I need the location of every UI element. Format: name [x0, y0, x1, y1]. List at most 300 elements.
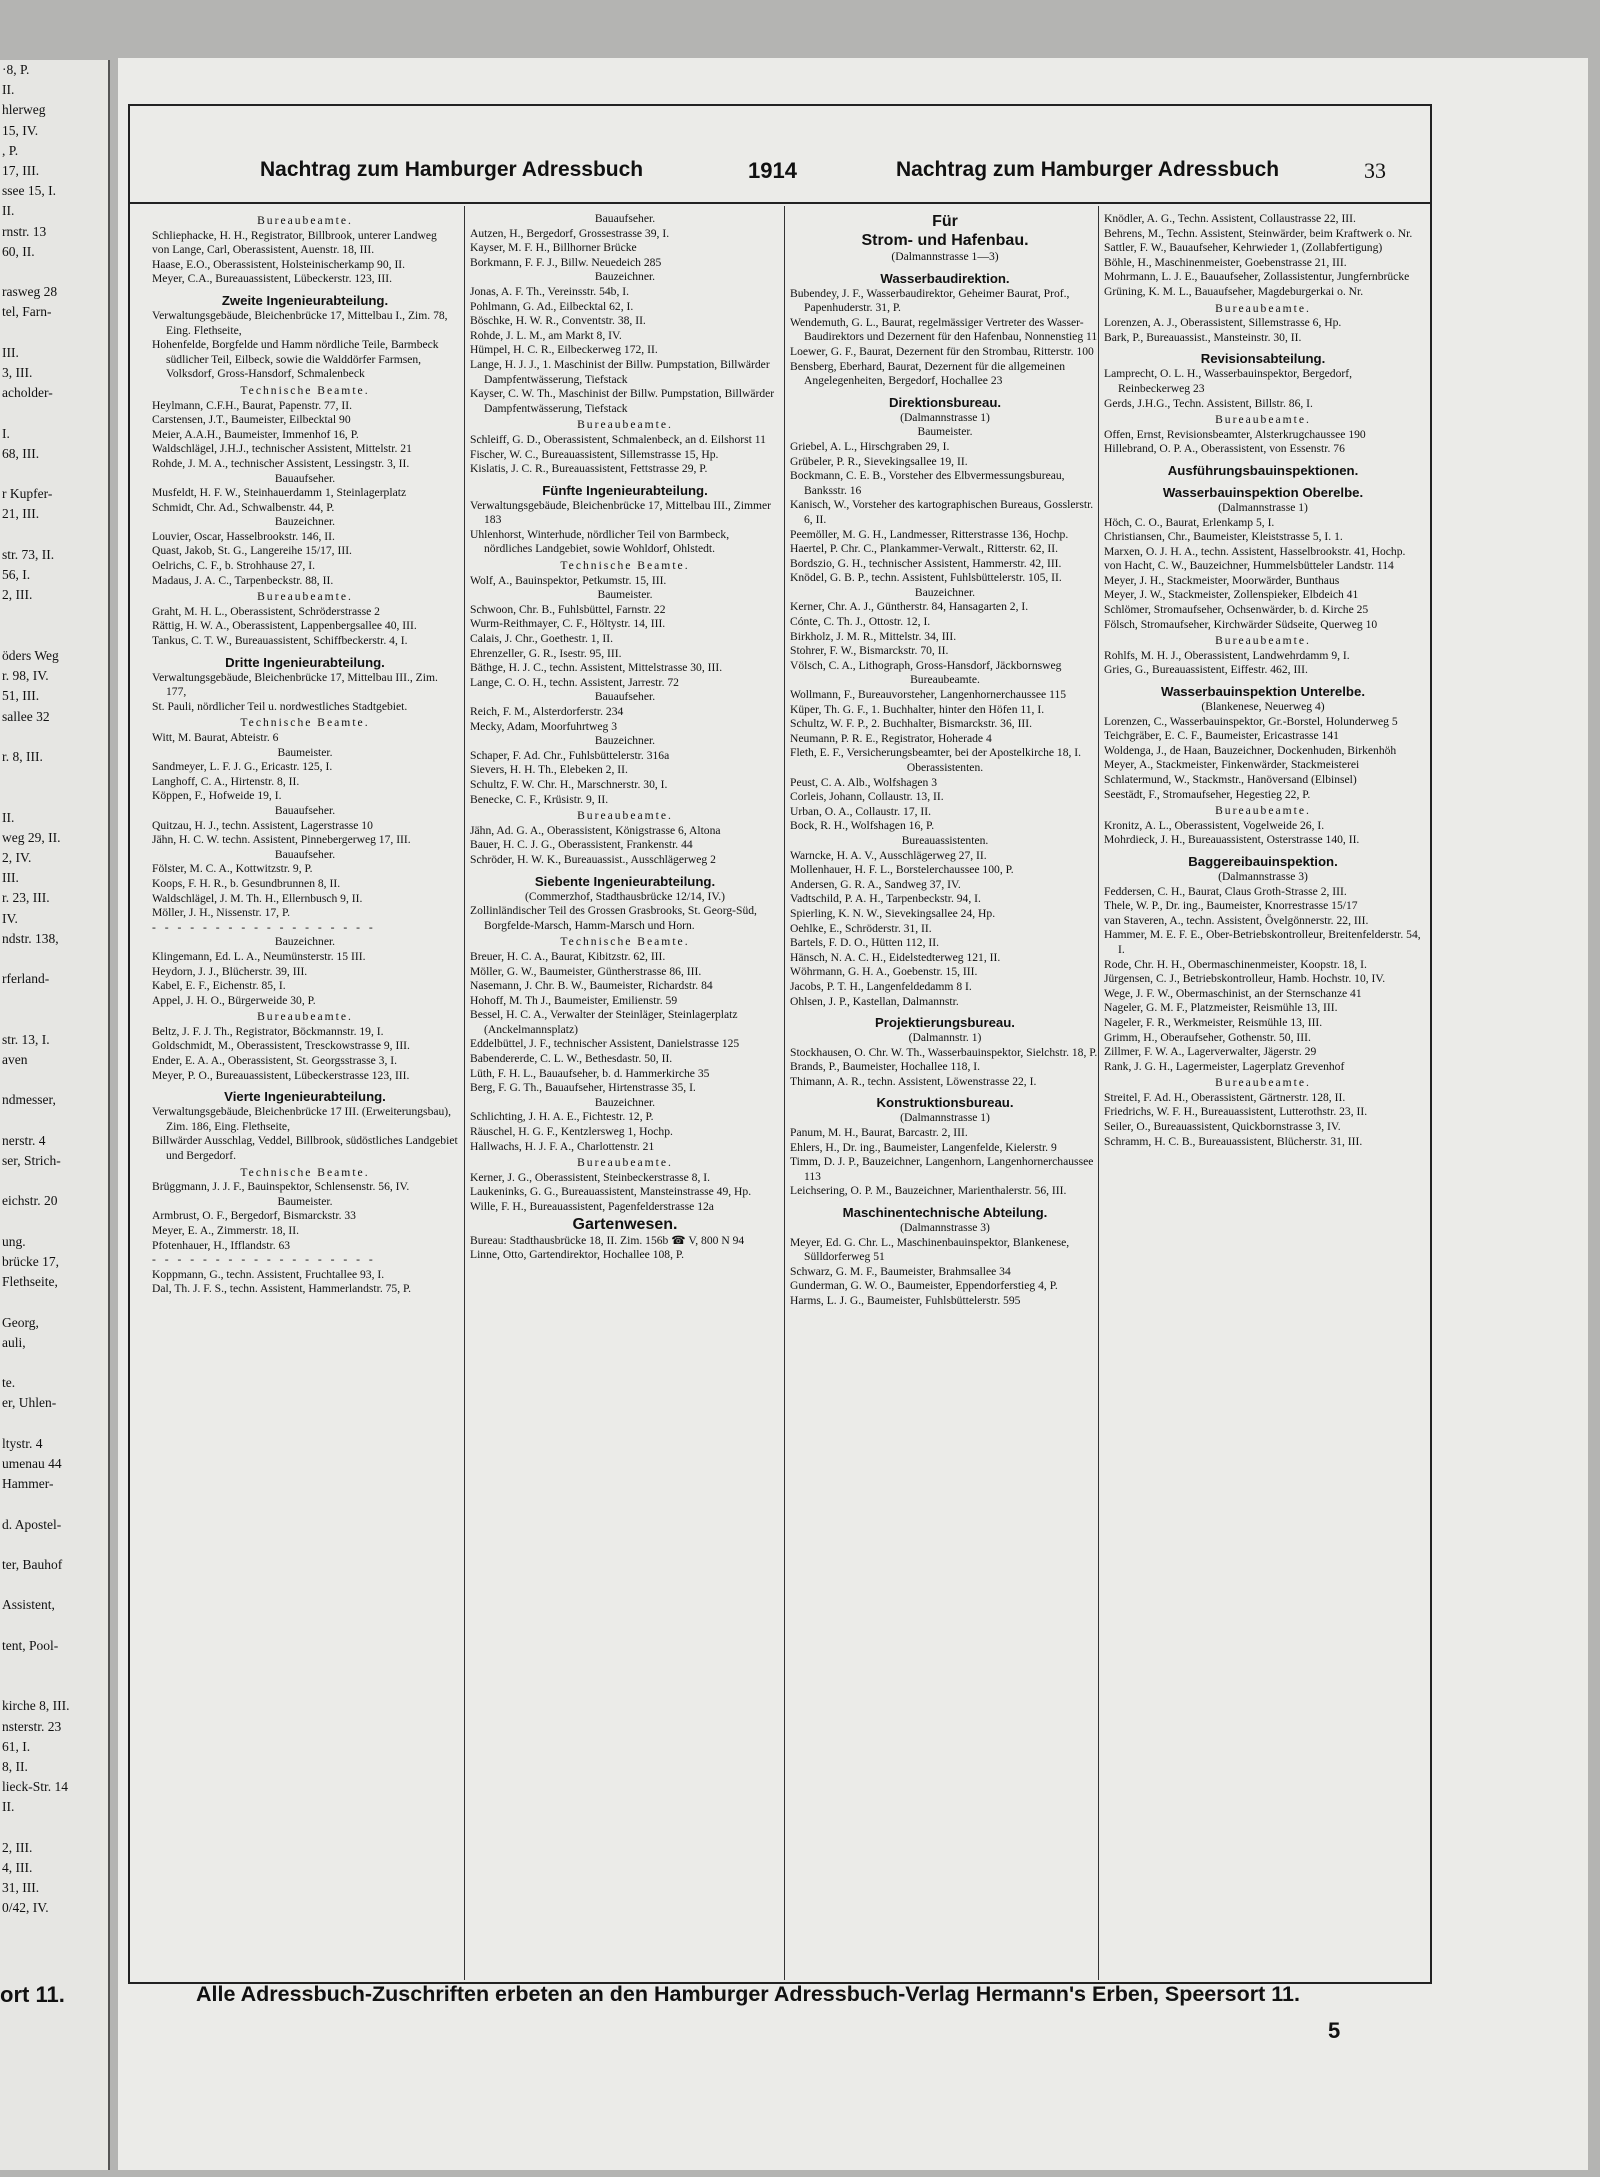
left-page-fragment: 2, III. [2, 1839, 33, 1855]
directory-entry: Schwoon, Chr. B., Fuhlsbüttel, Farnstr. 22 [470, 602, 666, 616]
directory-entry: Bordszio, G. H., technischer Assistent, Hammerstr. 42, III. [790, 556, 1062, 570]
section-heading: Wasserbauinspektion Unterelbe. [1161, 684, 1365, 700]
directory-entry: Jähn, Ad. G. A., Oberassistent, Königstrasse 6, Altona [470, 823, 721, 837]
subheading: Bauzeichner. [274, 515, 336, 529]
directory-entry: Mollenhauer, H. F. L., Borstelerchaussee 100, P. [790, 863, 1014, 877]
left-page-fragment [0, 464, 108, 484]
left-page-fragment: 68, III. [2, 445, 40, 461]
directory-entry: Hammer, M. E. F. E., Ober-Betriebskontrolleur, Breitenfelderstr. 54, I. [1104, 928, 1421, 956]
directory-entry: von Hacht, C. W., Bauzeichner, Hummelsbütteler Landstr. 114 [1104, 559, 1394, 573]
directory-entry: Harms, L. J. G., Baumeister, Fuhlsbüttelerstr. 595 [790, 1294, 1021, 1307]
left-page-fragment: er, Uhlen- [2, 1395, 57, 1411]
directory-entry: Louvier, Oscar, Hasselbrookstr. 146, II. [152, 529, 335, 543]
directory-entry: Höch, C. O., Baurat, Erlenkamp 5, I. [1104, 515, 1275, 529]
directory-entry: Bockmann, C. E. B., Vorsteher des Elbvermessungsbureau, Banksstr. 16 [790, 469, 1065, 497]
subsection-heading: Bureaubeamte. [577, 418, 673, 432]
left-page-fragment: weg 29, II. [2, 829, 61, 845]
subheading: (Dalmannstrasse 1—3) [891, 250, 999, 263]
left-page-fragment: 61, I. [2, 1738, 31, 1754]
directory-entry: Koppmann, G., techn. Assistent, Fruchtallee 93, I. [152, 1267, 385, 1281]
directory-entry: Schultz, F. W. Chr. H., Marschnerstr. 30, I. [470, 777, 668, 791]
left-page-fragment: 56, I. [2, 567, 31, 583]
directory-entry: Feddersen, C. H., Baurat, Claus Groth-Strasse 2, III. [1104, 884, 1347, 898]
directory-entry: Meyer, P. O., Bureauassistent, Lübeckerstrasse 123, III. [152, 1068, 410, 1082]
left-page-fragment: ter, Bauhof [2, 1557, 63, 1573]
directory-entry: Streitel, F. Ad. H., Oberassistent, Gärtnerstr. 128, II. [1104, 1090, 1346, 1104]
directory-entry: Loewer, G. F., Baurat, Dezernent für den Strombau, Ritterstr. 100 [790, 344, 1094, 358]
subheading: Bauzeichner. [594, 734, 656, 748]
left-page-fragment: sallee 32 [2, 708, 50, 724]
directory-entry: Schlatermund, W., Stackmstr., Hanöversand (Elbinsel) [1104, 773, 1357, 786]
directory-entry: Armbrust, O. F., Bergedorf, Bismarckstr. 33 [152, 1209, 356, 1223]
previous-page-fragment [0, 60, 110, 2170]
directory-entry: Mohrdieck, J. H., Bureauassistent, Osterstrasse 140, II. [1104, 833, 1360, 847]
subsection-heading: Technische Beamte. [240, 1165, 370, 1179]
section-heading: Vierte Ingenieurabteilung. [224, 1089, 386, 1105]
directory-entry: Schlömer, Stromaufseher, Ochsenwärder, b. d. Kirche 25 [1104, 603, 1369, 617]
directory-entry: Knödler, A. G., Techn. Assistent, Collaustrasse 22, III. [1104, 212, 1356, 225]
directory-entry: Kanisch, W., Vorsteher des kartographischen Bureaus, Gosslerstr. 6, II. [790, 498, 1094, 526]
subheading: Bauaufseher. [274, 471, 336, 485]
left-page-fragment [0, 727, 108, 747]
subheading: (Dalmannstr. 1) [908, 1031, 982, 1045]
left-page-fragment: 3, III. [2, 365, 33, 381]
left-page-fragment: öders Weg [2, 647, 59, 663]
subheading: (Dalmannstrasse 3) [1218, 869, 1308, 883]
directory-entry: Rode, Chr. H. H., Obermaschinenmeister, Koopstr. 18, I. [1104, 957, 1367, 971]
directory-entry: Schramm, H. C. B., Bureauassistent, Blücherstr. 31, III. [1104, 1134, 1363, 1148]
left-page-fragment [0, 989, 108, 1009]
directory-entry: Verwaltungsgebäude, Bleichenbrücke 17, Mittelbau III., Zimmer 183 [470, 498, 772, 527]
left-page-fragment: ssee 15, I. [2, 183, 56, 199]
directory-entry: Rohde, J. L. M., am Markt 8, IV. [470, 328, 622, 342]
left-page-fragment: Georg, [2, 1314, 39, 1330]
directory-entry: Gries, G., Bureauassistent, Eiffestr. 462, III. [1104, 663, 1308, 677]
left-page-fragment: umenau 44 [2, 1456, 62, 1472]
left-page-fragment [0, 262, 108, 282]
left-page-fragment [0, 1656, 108, 1676]
left-page-fragment: tel, Farn- [2, 304, 52, 320]
directory-entry: Kayser, M. F. H., Billhorner Brücke [470, 241, 637, 255]
directory-entry: Goldschmidt, M., Oberassistent, Tresckowstrasse 9, III. [152, 1039, 410, 1053]
directory-entry: Rättig, H. W. A., Oberassistent, Lappenbergsallee 40, III. [152, 619, 417, 633]
department-heading: Für [932, 213, 958, 230]
directory-entry: Kabel, E. F., Eichenstr. 85, I. [152, 979, 286, 993]
subheading: Baumeister. [277, 1194, 333, 1208]
directory-entry: Lorenzen, A. J., Oberassistent, Sillemstrasse 6, Hp. [1104, 316, 1342, 330]
directory-entry: Seestädt, F., Stromaufseher, Hegestieg 22, P. [1104, 787, 1311, 801]
subheading: Baumeister. [277, 745, 333, 759]
directory-entry: Wege, J. F. W., Obermaschinist, an der Sternschanze 41 [1104, 986, 1362, 1000]
directory-entry: Christiansen, Chr., Baumeister, Kleiststrasse 5, I. 1. [1104, 530, 1343, 544]
directory-entry: Jonas, A. F. Th., Vereinsstr. 54b, I. [470, 284, 630, 298]
left-page-fragment: 21, III. [2, 506, 40, 522]
section-heading: Direktionsbureau. [888, 394, 1002, 410]
subheading: (Commerzhof, Stadthausbrücke 12/14, IV.) [524, 889, 726, 903]
directory-entry: Autzen, H., Bergedorf, Grossestrasse 39, I. [470, 226, 670, 240]
directory-entry: Oelrichs, C. F., b. Strohhause 27, I. [152, 559, 315, 573]
directory-entry: Kerner, J. G., Oberassistent, Steinbeckerstrasse 8, I. [470, 1170, 711, 1184]
subsection-heading: Technische Beamte. [560, 559, 690, 573]
left-page-fragment: rnstr. 13 [2, 223, 47, 239]
directory-entry: Wollmann, F., Bureauvorsteher, Langenhornerchaussee 115 [790, 688, 1067, 702]
directory-entry: Seiler, O., Bureauassistent, Quickbornstrasse 3, IV. [1104, 1120, 1341, 1134]
directory-entry: Jähn, H. C. W. techn. Assistent, Pinnebergerweg 17, III. [152, 833, 411, 847]
directory-entry: Quast, Jakob, St. G., Langereihe 15/17, III. [152, 544, 352, 558]
left-page-fragment: II. [2, 809, 15, 825]
left-page-fragment: rasweg 28 [2, 284, 58, 300]
directory-entry: Kislatis, J. C. R., Bureauassistent, Fettstrasse 29, P. [470, 462, 708, 476]
directory-entry: Mohrmann, L. J. E., Bauaufseher, Zollassistentur, Jungfernbrücke [1104, 270, 1410, 284]
subheading: Bauaufseher. [594, 690, 656, 704]
section-heading: Projektierungsbureau. [875, 1015, 1015, 1031]
subsection-heading: Bureaubeamte. [257, 590, 353, 604]
directory-entry: Spierling, K. N. W., Sievekingsallee 24, Hp. [790, 906, 996, 920]
section-heading: Dritte Ingenieurabteilung. [225, 654, 385, 670]
directory-entry: Andersen, G. R. A., Sandweg 37, IV. [790, 877, 961, 891]
left-page-fragment: eichstr. 20 [2, 1193, 58, 1209]
directory-entry: Fölsch, Stromaufseher, Kirchwärder Südseite, Querweg 10 [1104, 617, 1378, 631]
directory-entry: Timm, D. J. P., Bauzeichner, Langenhorn, Langenhornerchaussee 113 [790, 1155, 1094, 1183]
left-page-fragment: r. 8, III. [2, 748, 43, 764]
left-page-fragment: ltystr. 4 [2, 1435, 43, 1451]
directory-entry: Rank, J. G. H., Lagermeister, Lagerplatz Grevenhof [1104, 1059, 1345, 1073]
department-heading: Strom- und Hafenbau. [861, 232, 1029, 249]
directory-entry: Hallwachs, H. J. F. A., Charlottenstr. 21 [470, 1139, 655, 1153]
directory-entry: Borkmann, F. F. J., Billw. Neuedeich 285 [470, 255, 662, 269]
left-page-fragment [0, 1414, 108, 1434]
directory-entry: Sattler, F. W., Bauaufseher, Kehrwieder 1, (Zollabfertigung) [1104, 241, 1383, 255]
subsection-heading: Bureaubeamte. [577, 1156, 673, 1170]
directory-entry: Warncke, H. A. V., Ausschlägerweg 27, II. [790, 848, 987, 862]
directory-entry: Corleis, Johann, Collaustr. 13, II. [790, 790, 944, 804]
subheading: Baumeister. [917, 425, 973, 439]
column-1 [152, 212, 458, 1974]
directory-entry: Haertel, P. Chr. C., Plankammer-Verwalt., Ritterstr. 62, II. [790, 542, 1058, 556]
subheading: (Blankenese, Neuerweg 4) [1201, 700, 1325, 714]
directory-entry: Uhlenhorst, Winterhude, nördlicher Teil von Barmbeck, nördliches Landgebiet, sowie Wohldorf, Ohlstedt. [470, 527, 730, 556]
header-year: 1914 [748, 158, 797, 183]
left-page-fragment [0, 1212, 108, 1232]
directory-entry: Reich, F. M., Alsterdorferstr. 234 [470, 705, 624, 718]
directory-entry: Wolf, A., Bauinspektor, Petkumstr. 15, III. [470, 573, 667, 587]
directory-entry: Bauer, H. C. J. G., Oberassistent, Frankenstr. 44 [470, 838, 693, 852]
directory-entry: Bäthge, H. J. C., techn. Assistent, Mittelstrasse 30, III. [470, 661, 723, 675]
directory-entry: Tankus, C. T. W., Bureauassistent, Schiffbeckerstr. 4, I. [152, 634, 408, 648]
directory-entry: Grüning, K. M. L., Bauaufseher, Magdeburgerkai o. Nr. [1104, 284, 1364, 298]
directory-entry: Gerds, J.H.G., Techn. Assistent, Billstr. 86, I. [1104, 396, 1313, 410]
left-page-fragment [0, 605, 108, 625]
subsection-heading: Bureaubeamte. [1215, 413, 1311, 427]
directory-entry: von Lange, Carl, Oberassistent, Auenstr. 18, III. [152, 243, 375, 257]
directory-entry: Meyer, E. A., Zimmerstr. 18, II. [152, 1224, 300, 1237]
directory-entry: Bock, R. H., Wolfshagen 16, P. [790, 819, 935, 833]
left-page-fragment [0, 1676, 108, 1696]
left-page-fragment: I. [2, 425, 10, 441]
left-page-fragment: Flethseite, [2, 1274, 58, 1290]
directory-entry: Witt, M. Baurat, Abteistr. 6 [152, 731, 279, 744]
directory-entry: Böhle, H., Maschinenmeister, Goebenstrasse 21, III. [1104, 255, 1347, 269]
directory-entry: Möller, J. H., Nissenstr. 17, P. [152, 906, 291, 920]
left-page-fragment: nsterstr. 23 [2, 1718, 62, 1734]
left-page-fragment: kirche 8, III. [2, 1698, 70, 1714]
directory-entry: Kronitz, A. L., Oberassistent, Vogelweide 26, I. [1104, 818, 1325, 832]
directory-entry: Heylmann, C.F.H., Baurat, Papenstr. 77, II. [152, 398, 353, 412]
directory-entry: Lange, H. J. J., 1. Maschinist der Billw. Pumpstation, Billwärder Dampfentwässerung, Tiefstack [470, 357, 770, 386]
directory-entry: Böschke, H. W. R., Conventstr. 38, II. [470, 314, 646, 328]
directory-entry: Zillmer, F. W. A., Lagerverwalter, Jägerstr. 29 [1104, 1045, 1317, 1059]
left-page-fragment: IV. [2, 910, 18, 926]
directory-entry: Waldschlägel, J.H.J., technischer Assistent, Mittelstr. 21 [152, 442, 412, 456]
subheading: Oberassistenten. [906, 761, 984, 774]
directory-entry: Griebel, A. L., Hirschgraben 29, I. [790, 439, 950, 453]
subheading: Bauzeichner. [594, 270, 656, 284]
directory-entry: Hillebrand, O. P. A., Oberassistent, von Essenstr. 76 [1104, 442, 1345, 456]
directory-entry: Meyer, J. H., Stackmeister, Moorwärder, Bunthaus [1104, 573, 1340, 587]
directory-entry: Lange, C. O. H., techn. Assistent, Jarrestr. 72 [470, 675, 679, 689]
directory-entry: Wurm-Reithmayer, C. F., Höltystr. 14, III. [470, 617, 666, 631]
left-page-fragment [0, 1575, 108, 1595]
directory-entry: Nageler, F. R., Werkmeister, Reismühle 13, III. [1104, 1015, 1323, 1029]
section-heading: Revisionsabteilung. [1200, 351, 1326, 367]
subsection-heading: Bureaubeamte. [1215, 301, 1311, 315]
directory-entry: Jacobs, P. T. H., Langenfeldedamm 8 I. [790, 979, 972, 993]
directory-entry: Verwaltungsgebäude, Bleichenbrücke 17, Mittelbau III., Zim. 177, [152, 670, 438, 699]
separator-line: - - - - - - - - - - - - - - - - - - [152, 920, 376, 934]
directory-entry: Billwärder Ausschlag, Veddel, Billbrook, südöstliches Landgebiet und Bergedorf. [152, 1134, 458, 1163]
directory-entry: Kerner, Chr. A. J., Güntherstr. 84, Hansagarten 2, I. [790, 600, 1029, 614]
left-page-fragment: 2, III. [2, 587, 33, 603]
directory-entry: Panum, M. H., Baurat, Barcastr. 2, III. [790, 1126, 968, 1140]
left-page-fragment: II. [2, 203, 15, 219]
directory-entry: Urban, O. A., Collaustr. 17, II. [790, 804, 932, 818]
directory-entry: Graht, M. H. L., Oberassistent, Schröderstrasse 2 [152, 604, 380, 618]
left-page-fragment: 8, II. [2, 1759, 28, 1775]
directory-entry: Schultz, W. F. P., 2. Buchhalter, Bismarckstr. 36, III. [790, 717, 1033, 731]
left-page-fragment: ung. [2, 1233, 26, 1249]
directory-entry: Haase, E.O., Oberassistent, Holsteinischerkamp 90, II. [152, 257, 406, 271]
left-page-fragment [0, 949, 108, 969]
left-page-fragment: r. 23, III. [2, 890, 50, 906]
directory-entry: van Staveren, A., techn. Assistent, Övelgönnerstr. 22, III. [1104, 913, 1369, 927]
left-page-fragment: str. 13, I. [2, 1031, 50, 1047]
column-rule [784, 206, 785, 1980]
directory-entry: Küper, Th. G. F., 1. Buchhalter, hinter den Höfen 11, I. [790, 702, 1045, 716]
left-page-fragment: aven [2, 1051, 28, 1067]
directory-entry: Wille, F. H., Bureauassistent, Pagenfelderstrasse 12a [470, 1200, 714, 1213]
directory-entry: Verwaltungsgebäude, Bleichenbrücke 17 III. (Erweiterungsbau), Zim. 186, Eing. Flethseite, [152, 1105, 452, 1133]
directory-entry: Carstensen, J.T., Baumeister, Eilbecktal 90 [152, 413, 351, 427]
directory-entry: Wendemuth, G. L., Baurat, regelmässiger Vertreter des Wasser-Baudirektors und Dezernent für den Hafenbau, Nonnenstieg 11 [790, 315, 1098, 344]
directory-entry: Schaper, F. Ad. Chr., Fuhlsbüttelerstr. 316a [470, 748, 670, 762]
directory-entry: Woldenga, J., de Haan, Bauzeichner, Dockenhuden, Birkenhöh [1104, 743, 1397, 757]
directory-entry: Oehlke, E., Schröderstr. 31, II. [790, 921, 932, 935]
directory-entry: Stockhausen, O. Chr. W. Th., Wasserbauinspektor, Sielchstr. 18, P. [790, 1045, 1098, 1059]
left-page-fragment: tent, Pool- [2, 1637, 59, 1653]
subsection-heading: Technische Beamte. [240, 383, 370, 397]
subheading: Bauaufseher. [594, 212, 656, 225]
header-left-title: Nachtrag zum Hamburger Adressbuch [260, 158, 644, 181]
separator-line: - - - - - - - - - - - - - - - - - - [152, 1253, 376, 1267]
left-page-fragment [0, 1171, 108, 1191]
left-page-fragment: 15, IV. [2, 122, 39, 138]
directory-entry: Beltz, J. F. J. Th., Registrator, Böckmannstr. 19, I. [152, 1024, 384, 1038]
directory-entry: Benecke, C. F., Krüsistr. 9, II. [470, 792, 609, 806]
publisher-footer: Alle Adressbuch-Zuschriften erbeten an den Hamburger Adressbuch-Verlag Hermann's Erben, Speersort 11. [196, 1982, 1300, 2006]
directory-entry: Langhoff, C. A., Hirtenstr. 8, II. [152, 774, 300, 788]
directory-entry: Hümpel, H. C. R., Eilbeckerweg 172, II. [470, 343, 658, 357]
directory-entry: Meyer, C.A., Bureauassistent, Lübeckerstr. 123, III. [152, 272, 393, 286]
subsection-heading: Technische Beamte. [560, 935, 690, 949]
directory-entry: Cónte, C. Th. J., Ottostr. 12, I. [790, 615, 931, 629]
directory-entry: Bark, P., Bureauassist., Mansteinstr. 30, II. [1104, 330, 1302, 344]
subsection-heading: Bureaubeamte. [577, 809, 673, 823]
left-page-fragment: hlerweg [2, 102, 46, 118]
section-heading: Ausführungsbauinspektionen. [1167, 462, 1359, 478]
directory-entry: Sievers, H. H. Th., Elebeken 2, II. [470, 763, 628, 777]
directory-entry: Mecky, Adam, Moorfuhrtweg 3 [470, 719, 618, 733]
left-page-fragment [0, 1010, 108, 1030]
subheading: (Dalmannstrasse 1) [900, 1111, 990, 1125]
directory-entry: Appel, J. H. O., Bürgerweide 30, P. [152, 993, 316, 1007]
directory-entry: Behrens, M., Techn. Assistent, Steinwärder, beim Kraftwerk o. Nr. [1104, 226, 1413, 240]
directory-entry: Gunderman, G. W. O., Baumeister, Eppendorferstieg 4, P. [790, 1279, 1058, 1293]
directory-entry: Hohenfelde, Borgfelde und Hamm nördliche Teile, Barmbeck südlicher Teil, Eilbeck, sowie die Walddörfer Farmsen, Volksdorf, Gross-Hansdorf, Schmalenbeck [152, 338, 439, 381]
directory-entry: Zollinländischer Teil des Grossen Grasbrooks, St. Georg-Süd, Borgfelde-Marsch, Hamm-Marsch und Horn. [470, 904, 757, 932]
subheading: Bauzeichner. [274, 935, 336, 949]
subsection-heading: Technische Beamte. [240, 716, 370, 730]
directory-entry: Völsch, C. A., Lithograph, Gross-Hansdorf, Jäckbornsweg [790, 658, 1062, 672]
left-page-fragment [0, 323, 108, 343]
directory-entry: Breuer, H. C. A., Baurat, Kibitzstr. 62, III. [470, 949, 666, 963]
column-2 [470, 212, 780, 1974]
page-number: 33 [1364, 158, 1386, 183]
section-heading: Siebente Ingenieurabteilung. [534, 873, 716, 889]
left-page-fragment: III. [2, 344, 19, 360]
subsection-heading: Bureaubeamte. [1215, 804, 1311, 818]
directory-entry: Thimann, A. R., techn. Assistent, Löwenstrasse 22, I. [790, 1074, 1037, 1088]
left-page-fragment [0, 626, 108, 646]
directory-entry: Neumann, P. R. E., Registrator, Hoherade 4 [790, 731, 992, 745]
left-page-fragment [0, 1535, 108, 1555]
section-heading: Wasserbaudirektion. [880, 270, 1010, 286]
subsection-heading: Bureaubeamte. [1215, 634, 1311, 648]
left-page-fragment [0, 1818, 108, 1838]
directory-entry: Vadtschild, P. A. H., Tarpenbeckstr. 94, I. [790, 892, 981, 906]
left-page-fragment [0, 1292, 108, 1312]
directory-entry: Schmidt, Chr. Ad., Schwalbenstr. 44, P. [152, 500, 335, 514]
directory-entry: Meier, A.A.H., Baumeister, Immenhof 16, P. [152, 427, 359, 441]
column-3 [790, 212, 1100, 1974]
header-rule [128, 202, 1430, 204]
left-page-fragment [0, 403, 108, 423]
left-page-fragment [0, 1616, 108, 1636]
directory-entry: Dal, Th. J. F. S., techn. Assistent, Hammerlandstr. 75, P. [152, 1282, 412, 1296]
signature-mark: 5 [1328, 2018, 1341, 2043]
left-page-fragment: r. 98, IV. [2, 668, 49, 684]
left-page-fragment: 4, III. [2, 1860, 33, 1876]
left-page-fragment: te. [2, 1375, 16, 1391]
directory-entry: Peust, C. A. Alb., Wolfshagen 3 [790, 775, 937, 789]
subheading: Bauaufseher. [274, 847, 336, 861]
left-page-fragment: 51, III. [2, 688, 40, 704]
directory-entry: Bensberg, Eberhard, Baurat, Dezernent für die allgemeinen Angelegenheiten, Bergedorf, Hochallee 23 [790, 359, 1066, 388]
left-page-fragment: lieck-Str. 14 [2, 1779, 68, 1795]
directory-entry: Ohlsen, J. P., Kastellan, Dalmannstr. [790, 994, 959, 1008]
directory-entry: Bureau: Stadthausbrücke 18, II. Zim. 156b ☎ V, 800 N 94 [470, 1233, 745, 1247]
left-page-fragment: r Kupfer- [2, 486, 53, 502]
section-heading: Wasserbauinspektion Oberelbe. [1162, 484, 1364, 500]
department-heading: Gartenwesen. [572, 1215, 678, 1233]
left-page-fragment: auli, [2, 1334, 26, 1350]
header-right-title: Nachtrag zum Hamburger Adressbuch [896, 158, 1280, 181]
directory-entry: Rohde, J. M. A., technischer Assistent, Lessingstr. 3, II. [152, 456, 410, 470]
directory-entry: Fleth, E. F., Versicherungsbeamter, bei der Apostelkirche 18, I. [790, 746, 1082, 760]
left-page-fragment: str. 73, II. [2, 546, 55, 562]
directory-entry: Meyer, A., Stackmeister, Finkenwärder, Stackmeisterei [1104, 758, 1360, 772]
directory-entry: Rohlfs, M. H. J., Oberassistent, Landwehrdamm 9, I. [1104, 648, 1350, 662]
directory-entry: St. Pauli, nördlicher Teil u. nordwestliches Stadtgebiet. [152, 699, 408, 713]
directory-entry: Thele, W. P., Dr. ing., Baumeister, Knorrestrasse 15/17 [1104, 899, 1358, 913]
directory-entry: Teichgräber, E. C. F., Baumeister, Ericastrasse 141 [1104, 729, 1339, 743]
directory-entry: Koops, F. H. R., b. Gesundbrunnen 8, II. [152, 876, 341, 890]
left-page-fragment: Hammer- [2, 1476, 54, 1492]
directory-entry: Brands, P., Baumeister, Hochallee 118, I. [790, 1060, 981, 1074]
left-page-footer-fragment: ort 11. [0, 1982, 65, 2007]
left-page-fragment: II. [2, 82, 15, 98]
directory-entry: Klingemann, Ed. L. A., Neumünsterstr. 15 III. [152, 949, 366, 963]
subsection-heading: Bureaubeamte. [257, 214, 353, 227]
directory-entry: Pfotenhauer, H., Ifflandstr. 63 [152, 1238, 291, 1252]
left-page-fragment: ndmesser, [2, 1092, 56, 1108]
directory-entry: Waldschlägel, J. M. Th. H., Ellernbusch 9, II. [152, 891, 363, 905]
section-heading: Fünfte Ingenieurabteilung. [542, 482, 708, 498]
directory-entry: Pohlmann, G. Ad., Eilbecktal 62, I. [470, 299, 634, 313]
directory-entry: Meyer, J. W., Stackmeister, Zollenspieker, Elbdeich 41 [1104, 588, 1359, 602]
left-page-fragment: brücke 17, [2, 1253, 59, 1269]
subheading: Bureaubeamte. [910, 673, 980, 687]
directory-entry: Meyer, Ed. G. Chr. L., Maschinenbauinspektor, Blankenese, Sülldorferweg 51 [790, 1235, 1070, 1264]
left-page-fragment: d. Apostel- [2, 1516, 62, 1532]
directory-entry: Laukeninks, G. G., Bureauassistent, Mansteinstrasse 49, Hp. [470, 1185, 752, 1199]
directory-entry: Lorenzen, C., Wasserbauinspektor, Gr.-Borstel, Holunderweg 5 [1104, 714, 1398, 728]
directory-entry: Nageler, G. M. F., Platzmeister, Reismühle 13, III. [1104, 1001, 1338, 1015]
directory-entry: Offen, Ernst, Revisionsbeamter, Alsterkrugchaussee 190 [1104, 427, 1366, 441]
subsection-heading: Bureaubeamte. [257, 1010, 353, 1024]
directory-entry: Heydorn, J. J., Blücherstr. 39, III. [152, 964, 308, 978]
left-page-fragment [0, 1353, 108, 1373]
directory-entry: Möller, G. W., Baumeister, Güntherstrasse 86, III. [470, 964, 702, 978]
directory-entry: Bubendey, J. F., Wasserbaudirektor, Geheimer Baurat, Prof., Papenhuderstr. 31, P. [790, 286, 1070, 315]
directory-entry: Peemöller, M. G. H., Landmesser, Ritterstrasse 136, Hochp. [790, 527, 1069, 541]
subheading: Baumeister. [597, 588, 653, 602]
subheading: Bureauassistenten. [901, 833, 989, 847]
directory-entry: Linne, Otto, Gartendirektor, Hochallee 108, P. [470, 1248, 684, 1262]
directory-entry: Stohrer, F. W., Bismarckstr. 70, II. [790, 644, 949, 658]
directory-entry: Kayser, C. W. Th., Maschinist der Billw. Pumpstation, Billwärder Dampfentwässerung, Tiefstack [470, 387, 775, 415]
left-page-fragment: ndstr. 138, [2, 930, 59, 946]
directory-entry: Friedrichs, W. F. H., Bureauassistent, Lutterothstr. 23, II. [1104, 1105, 1368, 1119]
directory-entry: Leichsering, O. P. M., Bauzeichner, Marienthalerstr. 56, III. [790, 1184, 1067, 1198]
directory-entry: Marxen, O. J. H. A., techn. Assistent, Hasselbrookstr. 41, Hochp. [1104, 544, 1406, 558]
directory-entry: Sandmeyer, L. F. J. G., Ericastr. 125, I. [152, 760, 333, 774]
directory-entry: Ehrenzeller, G. R., Isestr. 95, III. [470, 646, 622, 660]
left-page-fragment: nerstr. 4 [2, 1132, 46, 1148]
directory-entry: Fischer, W. C., Bureauassistent, Sillemstrasse 15, Hp. [470, 447, 719, 461]
section-heading: Baggereibauinspektion. [1188, 853, 1338, 869]
directory-entry: Schwarz, G. M. F., Baumeister, Brahmsallee 34 [790, 1264, 1011, 1278]
directory-entry: Bartels, F. D. O., Hütten 112, II. [790, 936, 940, 950]
